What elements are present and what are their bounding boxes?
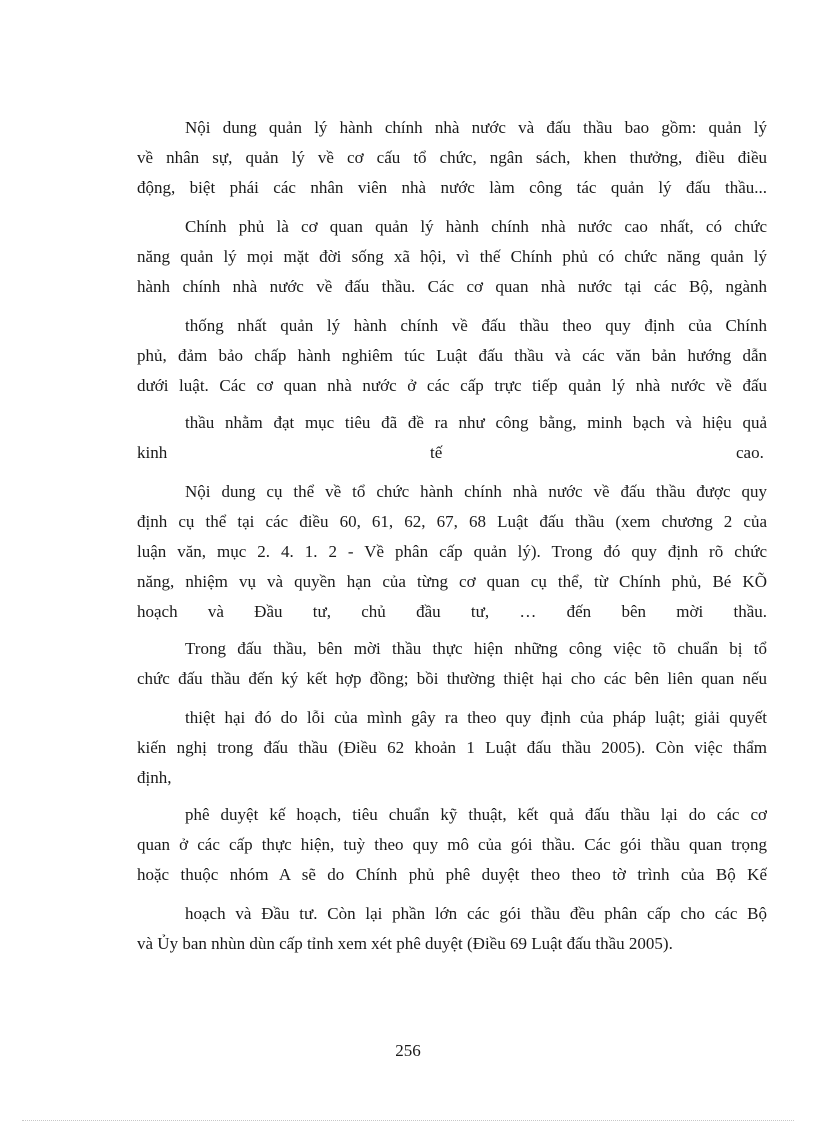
paragraph-1-line-2: về nhân sự, quản lý về cơ cấu tổ chức, ngân sách, khen thưởng, điều điều xyxy=(137,148,767,167)
paragraph-9-line-1: hoạch và Đầu tư. Còn lại phần lớn các gói thầu đều phân cấp cho các Bộ xyxy=(185,904,767,923)
paragraph-5-line-5: hoạch và Đầu tư, chủ đầu tư, … đến bên mời thầu. xyxy=(137,602,767,621)
paragraph-3-line-1: thống nhất quản lý hành chính về đấu thầu theo quy định của Chính xyxy=(185,316,767,335)
paragraph-5-line-1: Nội dung cụ thể về tổ chức hành chính nhà nước về đấu thầu được quy xyxy=(185,482,767,501)
page-number: 256 xyxy=(395,1041,421,1060)
paragraph-5-line-4: năng, nhiệm vụ và quyền hạn của từng cơ quan cụ thể, từ Chính phủ, Bé KÕ xyxy=(137,572,767,591)
paragraph-8-line-3: hoặc thuộc nhóm A sẽ do Chính phủ phê duyệt theo theo tờ trình của Bộ Kế xyxy=(137,865,767,884)
paragraph-1-line-3: động, biệt phái các nhân viên nhà nước làm công tác quản lý đấu thầu... xyxy=(137,178,767,197)
paragraph-6-line-2: chức đấu thầu đến ký kết hợp đồng; bồi thường thiệt hại cho các bên liên quan nếu xyxy=(137,669,767,688)
paragraph-8-line-1: phê duyệt kế hoạch, tiêu chuẩn kỹ thuật, kết quả đấu thầu lại do các cơ xyxy=(185,805,767,824)
paragraph-5-line-2: định cụ thể tại các điều 60, 61, 62, 67, 68 Luật đấu thầu (xem chương 2 của xyxy=(137,512,767,531)
spread-word-kinh: kinh xyxy=(137,443,168,462)
paragraph-6-line-1: Trong đấu thầu, bên mời thầu thực hiện những công việc tõ chuẩn bị tổ xyxy=(185,639,767,658)
paragraph-2-line-1: Chính phủ là cơ quan quản lý hành chính nhà nước cao nhất, có chức xyxy=(185,217,767,236)
paragraph-3-line-2: phủ, đảm bảo chấp hành nghiêm túc Luật đấu thầu và các văn bản hướng dẫn xyxy=(137,346,767,365)
paragraph-4-line-1: thầu nhằm đạt mục tiêu đã đề ra như công bằng, minh bạch và hiệu quả xyxy=(185,413,767,432)
paragraph-7-line-2: kiến nghị trong đấu thầu (Điều 62 khoản 1 Luật đấu thầu 2005). Còn việc thẩm xyxy=(137,738,767,757)
paragraph-2-line-3: hành chính nhà nước về đấu thầu. Các cơ quan nhà nước tại các Bộ, ngành xyxy=(137,277,767,296)
paragraph-5-line-3: luận văn, mục 2. 4. 1. 2 - Về phân cấp quản lý). Trong đó quy định rõ chức xyxy=(137,542,767,561)
paragraph-1-line-1: Nội dung quản lý hành chính nhà nước và đấu thầu bao gồm: quản lý xyxy=(185,118,767,137)
paragraph-7-line-3: định, xyxy=(137,768,172,787)
paragraph-7-line-1: thiệt hại đó do lỗi của mình gây ra theo quy định của pháp luật; giải quyết xyxy=(185,708,767,727)
paragraph-3-line-3: dưới luật. Các cơ quan nhà nước ở các cấp trực tiếp quản lý nhà nước về đấu xyxy=(137,376,767,395)
paragraph-8-line-2: quan ở các cấp thực hiện, tuỳ theo quy mô của gói thầu. Các gói thầu quan trọng xyxy=(137,835,767,854)
spread-word-cao: cao. xyxy=(736,443,764,462)
page-bottom-divider xyxy=(22,1120,794,1121)
paragraph-9-line-2: và Ủy ban nhùn dùn cấp tỉnh xem xét phê duyệt (Điều 69 Luật đấu thầu 2005). xyxy=(137,934,673,953)
paragraph-2-line-2: năng quản lý mọi mặt đời sống xã hội, vì thế Chính phủ có chức năng quản lý xyxy=(137,247,767,266)
spread-word-te: tế xyxy=(430,443,443,462)
